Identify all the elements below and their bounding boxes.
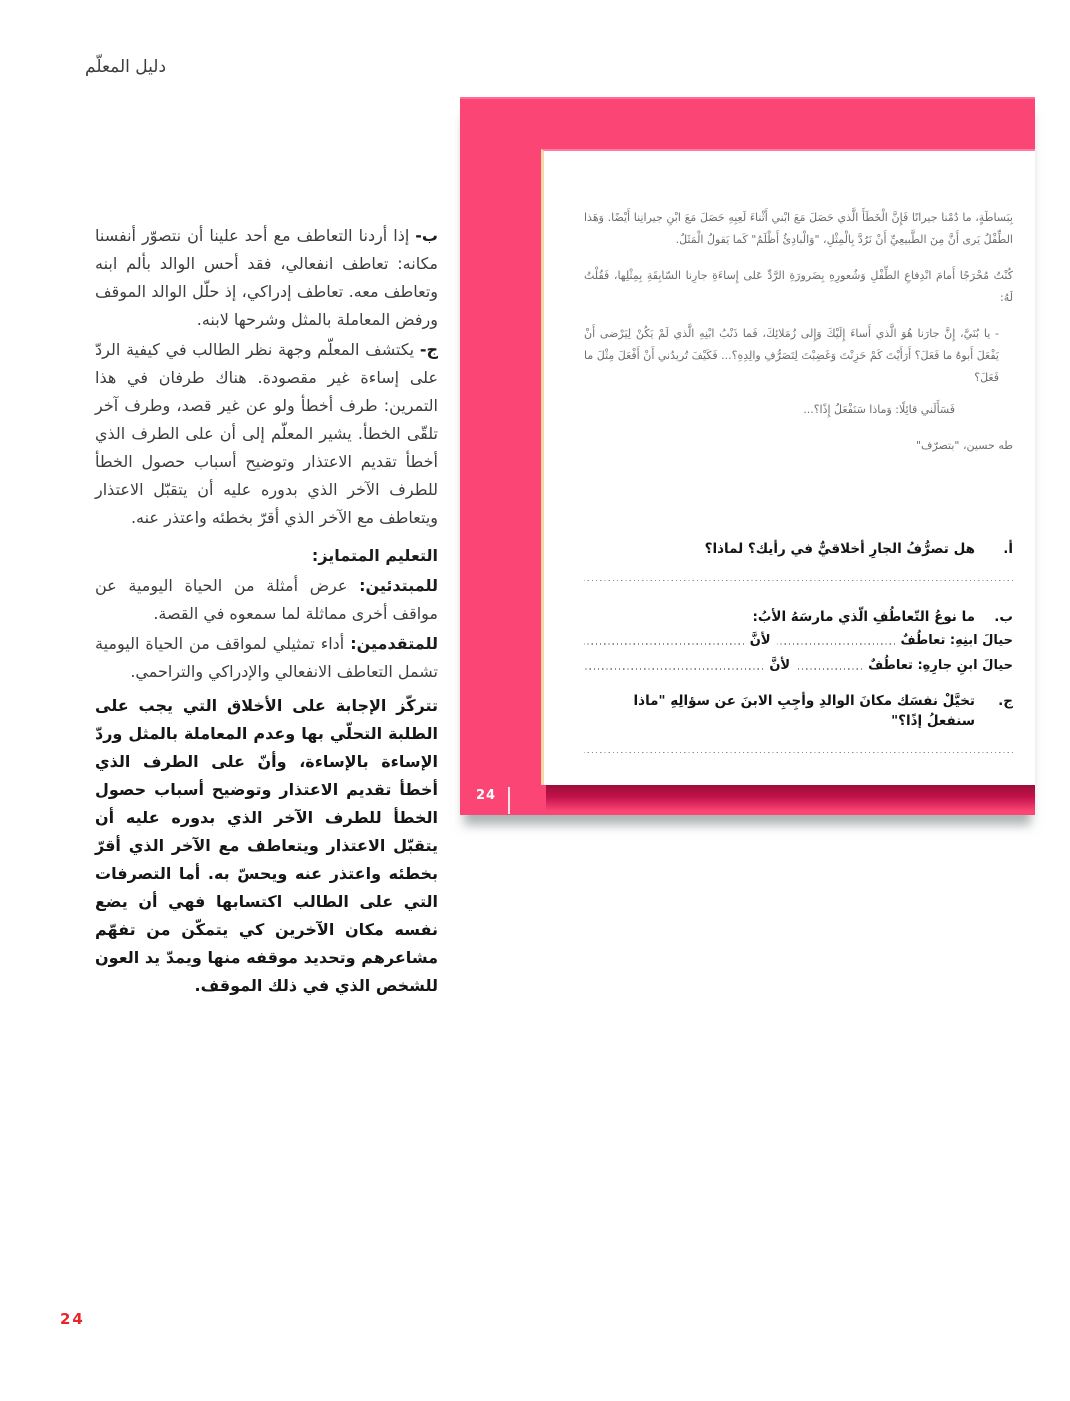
question-b-row-1 [584, 633, 1013, 648]
answer-c-marker: ج- [419, 340, 438, 359]
answer-c-paragraph [95, 336, 438, 532]
doc-header-title: دليل المعلّم [85, 57, 167, 77]
teacher-notes-column [95, 222, 438, 1002]
answer-line-c [584, 751, 1013, 753]
story-paragraph-2: كُنْتُ مُحْرَجًا أَمامَ انْدِفاعِ الطِّفْلِ وَشُعورِهِ بِضَرورَةِ الرَّدِّ عَلى إِساءَةِ جارِنا السّابِقَةِ بِمِثْلِها، فَقُلْتُ لَهُ: [584, 269, 1013, 304]
answer-b-paragraph [95, 222, 438, 334]
student-book-card [460, 97, 1035, 815]
answer-dots [777, 643, 895, 645]
question-b-marker: ب. [994, 609, 1013, 625]
story-paragraph-1: بِبَساطَةٍ، ما دُمْنا جيرانًا فَإِنَّ الْخَطَأَ الَّذي حَصَلَ مَعَ ابْني أَثْناءَ لَعِبِهِ حَصَلَ مَعَ ابْنِ جيرانِنا أَيْضًا. وَهَذا الطِّفْلُ يَرى أَنَّ مِنَ الطَّبيعِيِّ أَنْ نَرُدَّ بِالْمِثْلِ، "وَالْبادِئُ أَظْلَمُ" كَما يَقولُ الْمَثَلُ. [584, 211, 1013, 246]
page-number-divider [508, 787, 510, 814]
answer-dots [584, 643, 744, 645]
question-a-marker: أ. [1003, 541, 1013, 557]
question-a-text: هل تصرُّفُ الجارِ أخلاقيٌّ في رأيك؟ لماذا؟ [704, 541, 975, 557]
book-page-number-block [476, 787, 510, 815]
beginners-item [95, 572, 438, 628]
story-paragraph-3: - يا بُنَيَّ، إِنَّ جارَنا هُوَ الَّذي أَساءَ إِلَيْكَ وَإِلى زُمَلائِكَ، فَما ذَنْبُ ابْنِهِ الَّذي لَمْ يَكُنْ لِيَرْضى أَنْ يَفْعَلَ أَبوهُ ما فَعَلَ؟ أَرَأَيْتَ كَمْ حَزِنْتَ وَغَضِبْتَ لِتَصَرُّفِ والِدِهِ؟... فَكَيْفَ تُريدُني أَنْ أَفْعَلَ مِثْلَ ما فَعَلَ؟ [584, 327, 999, 384]
advanced-label: للمتقدمين: [350, 634, 438, 653]
beginners-label: للمبتدئين: [359, 576, 438, 595]
question-b [584, 607, 1013, 627]
question-b-text: ما نوعُ التّعاطُفِ الّذي مارسَهُ الأبُ: [752, 609, 975, 625]
answer-dots [584, 668, 763, 670]
page-bottom-shadow [546, 785, 1035, 811]
student-book-page [541, 149, 1035, 785]
differentiated-learning-heading: التعليم المتمايز: [311, 546, 438, 565]
answer-c-text: يكتشف المعلّم وجهة نظر الطالب في كيفية الردّ على إساءة غير مقصودة. هناك طرفان في هذا التمرين: طرف أخطأ ولو عن غير قصد، وطرف آخر تلقّى الخطأ. يشير المعلّم إلى أن على الطرف الذي أخطأ تقديم الاعتذار وتوضيح أسباب حصول الخطأ للطرف الآخر الذي بدوره عليه أن يتقبّل الاعتذار ويتعاطف مع الآخر الذي أقرّ بخطئه واعتذر عنه. [95, 340, 438, 527]
answer-dots [796, 668, 862, 670]
question-c-text: تخيَّلْ نفسَك مكانَ الوالدِ وأجِبِ الابنَ عن سؤالِهِ "ماذا سنفعلُ إذًا؟" [633, 693, 975, 729]
question-b-row1-label: حيالَ ابنِهِ: تعاطُفٌ [900, 633, 1013, 648]
page-number: 24 [60, 1310, 85, 1328]
book-page-number: 24 [476, 788, 497, 803]
question-b-row1-because: لأنَّ [749, 633, 771, 648]
questions-section [584, 539, 1013, 753]
question-a [584, 539, 1013, 559]
question-c-marker: ج. [998, 693, 1013, 709]
answer-line-a [584, 579, 1013, 581]
story-text-block [584, 207, 1013, 457]
beginners-text: عرض أمثلة من الحياة اليومية عن مواقف أخرى مماثلة لما سمعوه في القصة. [95, 576, 438, 623]
question-b-row2-label: حيالَ ابنِ جارِهِ: تعاطُفٌ [868, 658, 1013, 673]
question-c [584, 691, 1013, 731]
story-paragraph-4: فَسَأَلَني قائِلًا: وَماذا سَنَفْعَلُ إِذًا؟... [803, 403, 955, 416]
story-attribution: طه حسين، "بتصرّف" [915, 439, 1013, 452]
question-b-row2-because: لأنَّ [769, 658, 791, 673]
question-b-row-2 [584, 658, 1013, 673]
advanced-item [95, 630, 438, 686]
advanced-text: أداء تمثيلي لمواقف من الحياة اليومية تشمل التعاطف الانفعالي والإدراكي والتراحمي. [95, 634, 438, 681]
answer-b-marker: ب- [415, 226, 438, 245]
answer-b-text: إذا أردنا التعاطف مع أحد علينا أن نتصوّر أنفسنا مكانه: تعاطف انفعالي، فقد أحس الوالد بألم ابنه وتعاطف معه. تعاطف إدراكي، إذ حلّل الوالد الموقف ورفض المعاملة بالمثل وشرحها لابنه. [95, 226, 438, 329]
emphasis-paragraph: تتركّز الإجابة على الأخلاق التي يجب على الطلبة التحلّي بها وعدم المعاملة بالمثل وردّ الإساءة بالإساءة، وأنّ على الطرف الذي أخطأ تقديم الاعتذار وتوضيح أسباب حصول الخطأ للطرف الآخر الذي بدوره عليه أن يتقبّل الاعتذار ويتعاطف مع الآخر الذي أقرّ بخطئه واعتذر عنه ويحسّ به. أما التصرفات التي على الطالب اكتسابها فهي أن يضع نفسه مكان الآخرين كي يتمكّن من تفهّم مشاعرهم وتحديد موقفه منها ويمدّ يد العون للشخص الذي في ذلك الموقف. [95, 696, 438, 995]
